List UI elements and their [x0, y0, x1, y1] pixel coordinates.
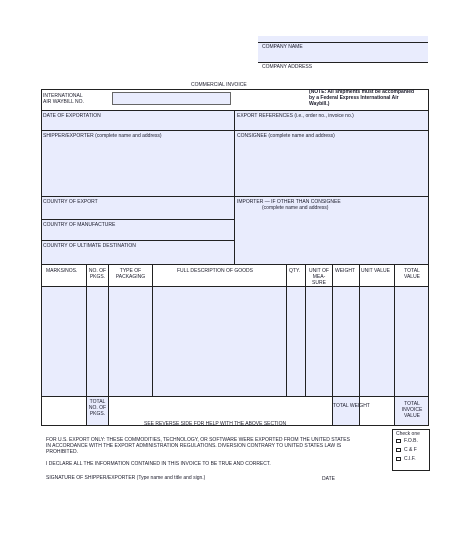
header-total-value: TOTAL VALUE [403, 268, 421, 280]
shipper-label: SHIPPER/EXPORTER (complete name and address) [43, 133, 162, 139]
company-name-label: COMPANY NAME [262, 44, 303, 50]
description-column-input[interactable] [153, 287, 286, 396]
header-marks: MARKS/NOS. [46, 268, 78, 274]
col-divider-4 [286, 264, 287, 396]
weight-column-input[interactable] [333, 287, 359, 396]
unit-value-column-input[interactable] [360, 287, 394, 396]
see-reverse-note: SEE REVERSE SIDE FOR HELP WITH THE ABOVE SECTION [144, 421, 287, 427]
waybill-label-1: INTERNATIONAL [43, 93, 83, 99]
header-unit-of-measure: UNIT OF MEA- SURE [309, 268, 329, 286]
check-one-label: Check one [396, 431, 420, 437]
header-no-of-pkgs: NO. OF PKGS. [88, 268, 107, 280]
date-label: DATE [322, 476, 335, 482]
company-name-input[interactable] [258, 48, 428, 62]
country-of-destination-label: COUNTRY OF ULTIMATE DESTINATION [43, 243, 136, 249]
header-weight: WEIGHT [335, 268, 355, 274]
cif-label: C.I.F. [404, 456, 416, 462]
signature-label: SIGNATURE OF SHIPPER/EXPORTER (Type name and title and sign.) [46, 475, 206, 481]
waybill-label-2: AIR WAYBILL NO. [43, 99, 84, 105]
declaration-text: I DECLARE ALL THE INFORMATION CONTAINED IN THIS INVOICE TO BE TRUE AND CORRECT. [46, 461, 271, 467]
col-divider-3 [152, 264, 153, 396]
total-value-column-input[interactable] [395, 287, 428, 396]
waybill-number-input[interactable] [112, 92, 231, 105]
country-of-manufacture-label: COUNTRY OF MANUFACTURE [43, 222, 116, 228]
fob-checkbox[interactable] [396, 439, 401, 443]
company-address-rule [258, 62, 428, 63]
company-name-rule [258, 42, 428, 43]
col-divider-5 [305, 264, 306, 396]
cf-checkbox[interactable] [396, 448, 401, 452]
signature-input[interactable] [46, 482, 392, 490]
waybill-note: (NOTE: All shipments must be accompanied by a Federal Express International Air Waybill.) [309, 89, 415, 107]
export-references-label: EXPORT REFERENCES (i.e., order no., invoice no.) [237, 113, 354, 119]
cf-label: C & F [404, 447, 417, 453]
unit-measure-column-input[interactable] [306, 287, 332, 396]
packaging-column-input[interactable] [109, 287, 152, 396]
consignee-label: CONSIGNEE (complete name and address) [237, 133, 335, 139]
col-divider-7 [359, 264, 360, 426]
total-weight-input[interactable] [333, 397, 359, 425]
total-weight-label: TOTAL WEIGHT [333, 403, 370, 409]
col-divider-2 [108, 264, 109, 426]
header-unit-value: UNIT VALUE [361, 268, 390, 274]
date-of-exportation-label: DATE OF EXPORTATION [43, 113, 101, 119]
fob-label: F.O.B. [404, 438, 418, 444]
importer-sub-label: (complete name and address) [262, 205, 329, 211]
total-no-of-pkgs-label: TOTAL NO. OF PKGS. [88, 399, 107, 417]
marks-column-input[interactable] [42, 287, 86, 396]
destination-row-rule [41, 264, 429, 265]
invoice-title: COMMERCIAL INVOICE [191, 82, 247, 88]
header-description: FULL DESCRIPTION OF GOODS [177, 268, 253, 274]
shipper-input[interactable] [42, 131, 234, 196]
qty-column-input[interactable] [287, 287, 305, 396]
company-address-label: COMPANY ADDRESS [262, 64, 313, 70]
country-of-export-label: COUNTRY OF EXPORT [43, 199, 98, 205]
pkgs-column-input[interactable] [87, 287, 108, 396]
importer-label: IMPORTER — IF OTHER THAN CONSIGNEE [237, 199, 341, 205]
header-type-of-packaging: TYPE OF PACKAGING [115, 268, 146, 280]
export-statement: FOR U.S. EXPORT ONLY: THESE COMMODITIES, TECHNOLOGY, OR SOFTWARE WERE EXPORTED FROM THE UNITED STATES IN ACCORDANCE WITH THE EXPORT ADMINISTRATION REGULATIONS. DIVERSION CONTRARY TO UNITED STATES LAW IS PROHIBITED. [46, 437, 350, 455]
cif-checkbox[interactable] [396, 457, 401, 461]
header-qty: QTY. [289, 268, 301, 274]
total-invoice-value-label: TOTAL INVOICE VALUE [401, 401, 423, 419]
consignee-input[interactable] [235, 131, 428, 196]
